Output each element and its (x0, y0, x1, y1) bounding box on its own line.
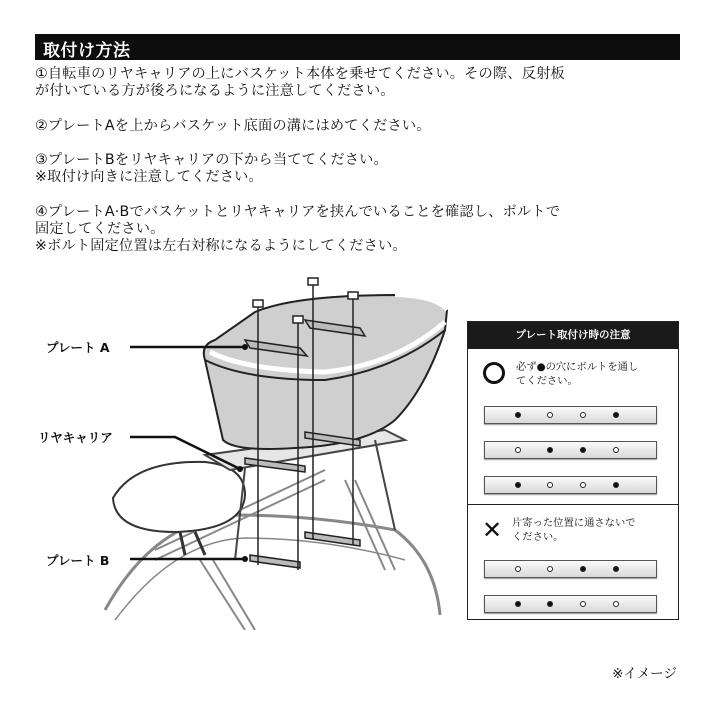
image-caption: ※イメージ (612, 666, 677, 682)
ng-strip-1 (484, 560, 657, 578)
ok-strip-3 (484, 476, 657, 494)
ng-note-line-1: 片寄った位置に通さないで (512, 517, 636, 529)
plate-note-box (467, 321, 679, 620)
bolt-hole-filled (613, 566, 619, 572)
ok-strip-2 (484, 441, 657, 459)
step-4-line-1: ④プレートA·Bでバスケットとリヤキャリアを挟んでいることを確認し、ボルトで (35, 204, 561, 220)
step-4 (35, 204, 685, 255)
ok-strip-1 (484, 406, 657, 424)
bolt-hole-empty (580, 482, 586, 488)
bolt-hole-filled (547, 601, 553, 607)
ng-note-text (512, 516, 672, 544)
bolt-hole-empty (547, 482, 553, 488)
bolt-hole-filled (515, 482, 521, 488)
installation-illustration (95, 270, 455, 630)
bolt-hole-filled (515, 412, 521, 418)
bolt-hole-empty (515, 447, 521, 453)
bolt-hole-empty (515, 566, 521, 572)
bolt-hole-empty (613, 447, 619, 453)
label-rear-carrier: リヤキャリア (38, 430, 113, 445)
bolt-hole-empty (580, 412, 586, 418)
label-plate-b: プレート B (46, 553, 110, 568)
step-4-line-2: 固定してください。 (35, 221, 165, 237)
step-2-line-1: ②プレートAを上からバスケット底面の溝にはめてください。 (35, 118, 431, 134)
bolt-hole-empty (613, 601, 619, 607)
section-title: 取付け方法 (43, 41, 131, 61)
step-3 (35, 152, 685, 186)
bolt-hole-empty (547, 566, 553, 572)
step-1-line-1: ①自転車のリヤキャリアの上にバスケット本体を乗せてください。その際、反射板 (35, 66, 565, 82)
ok-note-line-1: 必ず●の穴にボルトを通し (516, 361, 639, 373)
step-1 (35, 66, 685, 100)
saddle-icon (113, 462, 245, 555)
ok-circle-icon (483, 362, 505, 384)
bolt-hole-filled (547, 447, 553, 453)
step-3-line-1: ③プレートBをリヤキャリアの下から当ててください。 (35, 152, 388, 168)
label-plate-a: プレート A (46, 340, 110, 355)
bolt-hole-filled (515, 601, 521, 607)
step-1-line-2: が付いている方が後ろになるように注意してください。 (35, 83, 395, 99)
step-3-line-2: ※取付け向きに注意してください。 (35, 169, 263, 185)
ng-note-line-2: ください。 (512, 531, 564, 543)
bolt-hole-filled (613, 412, 619, 418)
step-2 (35, 118, 685, 135)
bolt-hole-filled (580, 447, 586, 453)
note-divider (468, 504, 678, 505)
bolt-hole-empty (580, 601, 586, 607)
ok-note-text (516, 360, 676, 388)
bolt-hole-filled (613, 482, 619, 488)
basket-icon (204, 295, 447, 449)
ng-cross-icon: ✕ (482, 516, 503, 544)
bolt-hole-filled (580, 566, 586, 572)
ng-strip-2 (484, 595, 657, 613)
ok-note-line-2: てください。 (516, 375, 578, 387)
section-title-bar (35, 34, 680, 60)
step-4-line-3: ※ボルト固定位置は左右対称になるようにしてください。 (35, 238, 407, 254)
note-heading: プレート取付け時の注意 (468, 322, 678, 349)
bolt-hole-empty (547, 412, 553, 418)
